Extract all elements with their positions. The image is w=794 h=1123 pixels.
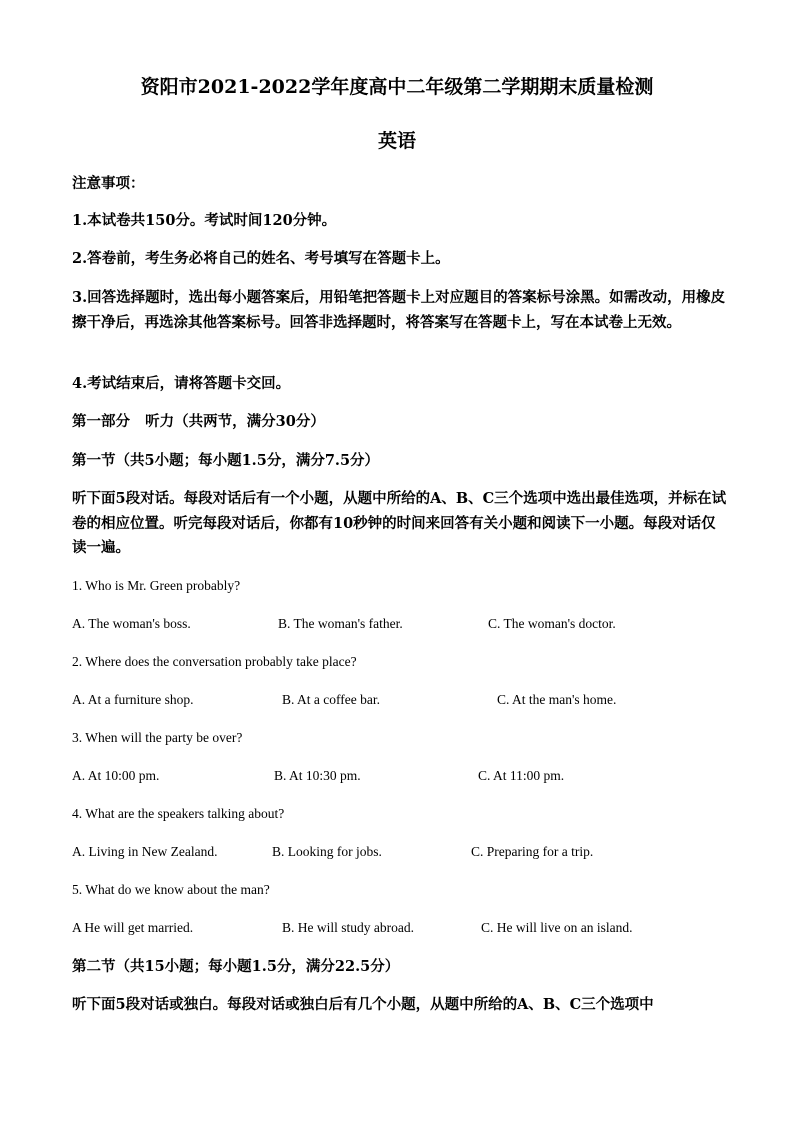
question-5-option-c: C. He will live on an island. — [481, 920, 633, 935]
part1-heading: 第一部分 听力（共两节，满分30分） — [72, 413, 325, 430]
question-4-option-b: B. Looking for jobs. — [272, 844, 382, 859]
question-3-stem: 3. When will the party be over? — [72, 730, 243, 745]
exam-title: 资阳市2021-2022学年度高中二年级第二学期期末质量检测 — [140, 76, 654, 98]
question-3-option-c: C. At 11:00 pm. — [478, 768, 565, 783]
question-5-option-a: A He will get married. — [72, 920, 194, 935]
question-1-stem: 1. Who is Mr. Green probably? — [72, 578, 241, 593]
question-4-option-c: C. Preparing for a trip. — [471, 844, 594, 859]
question-2-option-b: B. At a coffee bar. — [282, 692, 380, 707]
question-4-option-a: A. Living in New Zealand. — [72, 844, 218, 859]
note-item-1: 1.本试卷共150分。考试时间120分钟。 — [72, 212, 337, 229]
question-3-option-b: B. At 10:30 pm. — [274, 768, 361, 783]
section2-instructions: 听下面5段对话或独白。每段对话或独白后有几个小题，从题中所给的A、B、C三个选项中 — [72, 996, 654, 1013]
subject-title: 英语 — [377, 130, 416, 152]
question-3-option-a: A. At 10:00 pm. — [72, 768, 160, 783]
question-5-stem: 5. What do we know about the man? — [72, 882, 270, 897]
question-2-option-c: C. At the man's home. — [497, 692, 617, 707]
question-4-stem: 4. What are the speakers talking about? — [72, 806, 285, 821]
section1-instructions: 听下面5段对话。每段对话后有一个小题，从题中所给的A、B、C三个选项中选出最佳选项，并标在试卷的相应位置。听完每段对话后，你都有10秒钟的时间来回答有关小题和阅读下一小题。每段对话仅读一遍。 — [72, 490, 727, 556]
question-2-option-a: A. At a furniture shop. — [72, 692, 194, 707]
note-item-2: 2.答卷前，考生务必将自己的姓名、考号填写在答题卡上。 — [72, 250, 450, 267]
question-5-option-b: B. He will study abroad. — [282, 920, 414, 935]
question-1-option-a: A. The woman's boss. — [72, 616, 191, 631]
question-2-stem: 2. Where does the conversation probably take place? — [72, 654, 357, 669]
section1-heading: 第一节（共5小题；每小题1.5分，满分7.5分） — [72, 452, 380, 469]
section2-heading: 第二节（共15小题；每小题1.5分，满分22.5分） — [72, 958, 400, 975]
question-1-option-b: B. The woman's father. — [278, 616, 403, 631]
note-item-3: 3.回答选择题时，选出每小题答案后，用铅笔把答题卡上对应题目的答案标号涂黑。如需改动，用橡皮擦干净后，再选涂其他答案标号。回答非选择题时，将答案写在答题卡上，写在本试卷上无效。 — [72, 289, 726, 331]
notes-heading: 注意事项： — [72, 175, 145, 192]
note-item-4: 4.考试结束后，请将答题卡交回。 — [72, 375, 291, 392]
question-1-option-c: C. The woman's doctor. — [488, 616, 616, 631]
